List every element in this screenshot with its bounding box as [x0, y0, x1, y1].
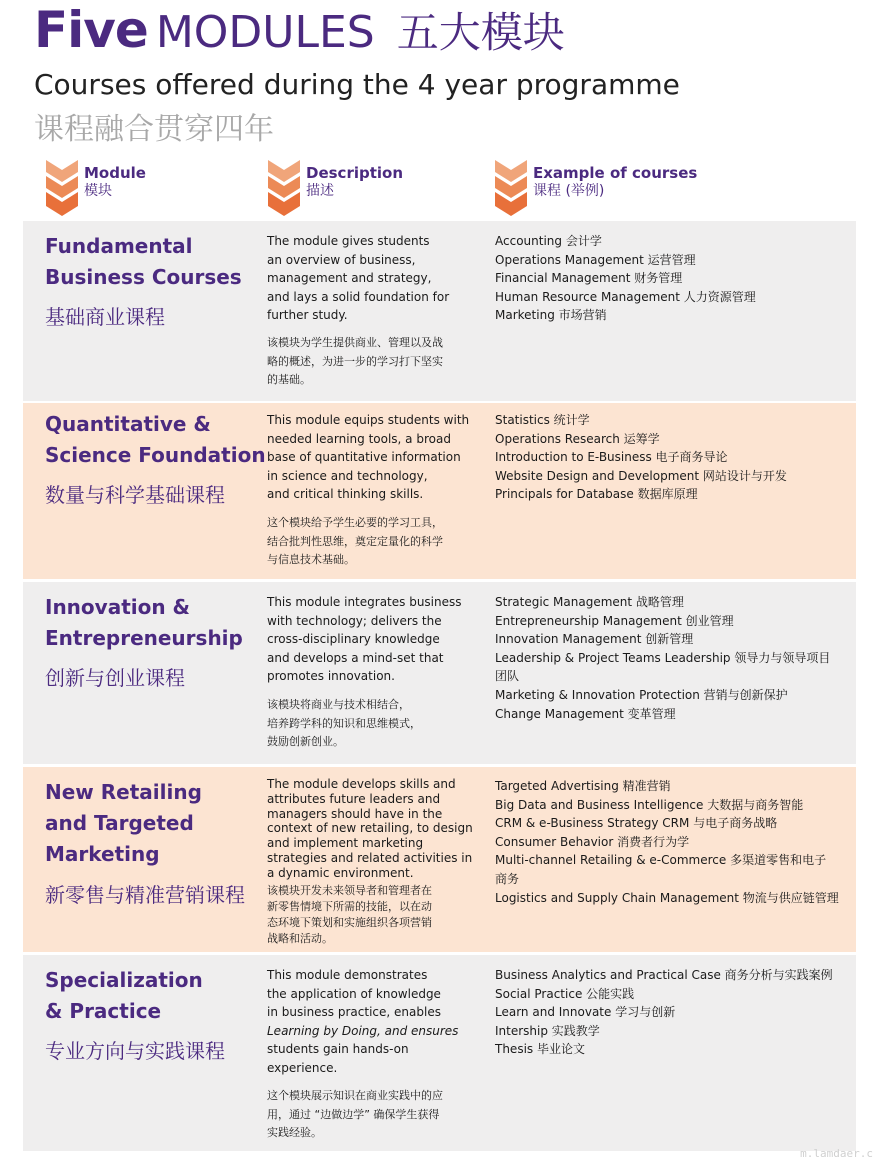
module-title-zh: 创新与创业课程 — [45, 666, 185, 690]
page-title — [34, 2, 565, 70]
list-item: Thesis 毕业论文 — [495, 1042, 585, 1057]
module-description-zh: 该模块为学生提供商业、管理以及战 略的概述，为进一步的学习打下坚实 的基础。 — [267, 336, 443, 386]
course-list — [495, 411, 840, 504]
list-item: Statistics 统计学 — [495, 413, 590, 427]
module-title: Quantitative & Science Foundation — [45, 412, 266, 467]
module-description-zh: 这个模块展示知识在商业实践中的应 用，通过 “边做边学” 确保学生获得 实践经验。 — [267, 1089, 443, 1139]
module-description-zh: 这个模块给予学生必要的学习工具， 结合批判性思维，奠定定量化的科学 与信息技术基础。 — [267, 516, 443, 566]
module-description-en: This module equips students with needed learning tools, a broad base of quantitative information in science and technology, and critical thinking skills. — [267, 413, 470, 502]
list-item: Leadership & Project Teams Leadership 领导力与领导项目 — [495, 650, 831, 665]
list-item: Introduction to E-Business 电子商务导论 — [495, 450, 728, 465]
course-list — [495, 232, 840, 325]
course-list — [495, 777, 840, 907]
list-item: Logistics and Supply Chain Management 物流与供应链管理 — [495, 890, 839, 905]
list-item: Innovation Management 创新管理 — [495, 632, 694, 647]
module-description-en: This module demonstrates the application of knowledge in business practice, enables Learning by Doing, and ensures students gain hands-on experience. — [267, 968, 459, 1075]
list-item: Consumer Behavior 消费者行为学 — [495, 834, 690, 849]
module-row-specialization — [23, 955, 856, 1151]
list-item: Entrepreneurship Management 创业管理 — [495, 613, 734, 628]
chevron-down-icon — [46, 160, 78, 218]
list-item: Intership 实践教学 — [495, 1023, 600, 1038]
subtitle-en: Courses offered during the 4 year programme — [34, 68, 680, 101]
list-item: Operations Management 运营管理 — [495, 252, 696, 267]
module-row-fundamental — [23, 221, 856, 401]
list-item: Big Data and Business Intelligence 大数据与商务智能 — [495, 797, 804, 812]
module-row-innovation — [23, 582, 856, 764]
column-label-zh: 描述 — [306, 183, 334, 199]
list-item: 商务 — [495, 871, 520, 886]
module-description-en: The module develops skills and attributes future leaders and managers should have in the context of new retailing, to design and implement marketing strategies and related activities in a dynamic environment. — [267, 777, 473, 880]
module-description-en: The module gives students an overview of business, management and strategy, and lays a solid foundation for further study. — [267, 234, 450, 323]
module-title-zh: 专业方向与实践课程 — [45, 1039, 225, 1063]
watermark: m.lamdaer.c — [800, 1147, 873, 1160]
module-title-zh: 数量与科学基础课程 — [45, 483, 225, 507]
column-label: Module — [84, 164, 146, 182]
column-header-description — [268, 160, 468, 220]
module-title: Specialization & Practice — [45, 968, 203, 1023]
column-label: Example of courses — [533, 164, 698, 182]
list-item: Targeted Advertising 精准营销 — [495, 779, 671, 793]
chevron-down-icon — [495, 160, 527, 218]
column-label-zh: 课程 (举例) — [533, 183, 605, 199]
module-row-new-retailing — [23, 767, 856, 952]
column-header-courses — [495, 160, 755, 220]
column-header-module — [46, 160, 246, 220]
module-description-en: This module integrates business with technology; delivers the cross-disciplinary knowledge and develops a mind-set that promotes innovation. — [267, 595, 462, 684]
column-label: Description — [306, 164, 404, 182]
course-list — [495, 593, 840, 723]
column-label-zh: 模块 — [84, 183, 112, 199]
title-zh: 五大模块 — [396, 8, 565, 57]
module-title: Innovation & Entrepreneurship — [45, 595, 243, 650]
list-item: Change Management 变革管理 — [495, 706, 676, 721]
subtitle-zh: 课程融合贯穿四年 — [34, 112, 274, 147]
module-title-zh: 新零售与精准营销课程 — [45, 883, 245, 907]
title-modules: MODULES — [155, 7, 375, 58]
module-description-zh: 该模块开发未来领导者和管理者在 新零售情境下所需的技能，以在动 态环境下策划和实施组织各项营销 战略和活动。 — [267, 884, 432, 945]
list-item: Marketing & Innovation Protection 营销与创新保护 — [495, 687, 788, 702]
course-list — [495, 966, 840, 1059]
module-title: Fundamental Business Courses — [45, 234, 242, 289]
list-item: Website Design and Development 网站设计与开发 — [495, 468, 787, 483]
module-row-quantitative — [23, 403, 856, 579]
list-item: Principals for Database 数据库原理 — [495, 487, 698, 502]
module-description-zh: 该模块将商业与技术相结合， 培养跨学科的知识和思维模式， 鼓励创新创业。 — [267, 698, 421, 748]
list-item: Human Resource Management 人力资源管理 — [495, 289, 756, 304]
list-item: Strategic Management 战略管理 — [495, 595, 684, 609]
title-five: Five — [34, 1, 148, 59]
list-item: Business Analytics and Practical Case 商务分析与实践案例 — [495, 968, 833, 982]
list-item: Financial Management 财务管理 — [495, 271, 683, 286]
module-title: New Retailing and Targeted Marketing — [45, 780, 202, 866]
list-item: Accounting 会计学 — [495, 234, 602, 248]
module-title-zh: 基础商业课程 — [45, 305, 165, 329]
list-item: 团队 — [495, 669, 520, 684]
list-item: Social Practice 公能实践 — [495, 986, 635, 1001]
list-item: CRM & e-Business Strategy CRM 与电子商务战略 — [495, 816, 778, 831]
list-item: Multi-channel Retailing & e-Commerce 多渠道零售和电子 — [495, 853, 827, 868]
list-item: Learn and Innovate 学习与创新 — [495, 1005, 676, 1020]
list-item: Marketing 市场营销 — [495, 308, 607, 323]
chevron-down-icon — [268, 160, 300, 218]
list-item: Operations Research 运筹学 — [495, 431, 660, 446]
